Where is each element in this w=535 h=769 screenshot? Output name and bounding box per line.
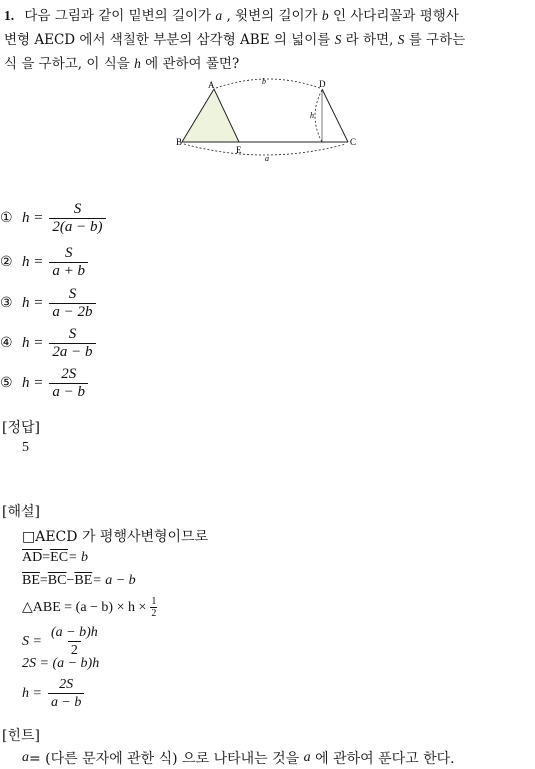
explanation-line-6: 2S = (a − b)h bbox=[22, 656, 100, 671]
side-dc bbox=[322, 89, 348, 142]
label-bottom-a: a bbox=[265, 154, 269, 163]
explanation-line-2: $\overline{AD}$ = $\overline{EC}$ = b bbox=[22, 550, 88, 565]
label-d: D bbox=[319, 79, 326, 89]
answer-value: 5 bbox=[22, 440, 29, 455]
height-arc bbox=[315, 90, 322, 142]
label-c: C bbox=[350, 137, 357, 147]
label-a: A bbox=[208, 80, 215, 90]
question-line-1: 1. 다음 그림과 같이 밑변의 길이가 a , 윗변의 길이가 b 인 사다리꼴과 평행사 bbox=[4, 8, 459, 24]
label-top-b: b bbox=[262, 77, 266, 86]
label-e: E bbox=[236, 145, 242, 155]
explanation-line-5: S = $\frac{(a - b)h}{2}$ bbox=[22, 625, 98, 658]
choice-2[interactable]: ② h = $\frac{S}{a + b}$ bbox=[0, 242, 88, 282]
explanation-label: [해설] bbox=[2, 504, 40, 520]
choice-4[interactable]: ④ h = $\frac{S}{2a - b}$ bbox=[0, 323, 96, 363]
explanation-line-1: □AECD 가 평행사변형이므로 bbox=[22, 529, 209, 545]
label-height-h: h bbox=[310, 111, 314, 120]
choice-1[interactable]: ① h = $\frac{S}{2(a - b)}$ bbox=[0, 198, 106, 238]
answer-label: [정답] bbox=[2, 420, 40, 436]
trapezoid-figure bbox=[172, 76, 362, 164]
choice-3[interactable]: ③ h = $\frac{S}{a - 2b}$ bbox=[0, 283, 96, 323]
triangle-abe bbox=[182, 89, 239, 142]
choice-5[interactable]: ⑤ h = $\frac{2S}{a - b}$ bbox=[0, 363, 88, 403]
question-text bbox=[4, 4, 532, 76]
question-number: 1. bbox=[4, 8, 15, 23]
question-line-3: 식 을 구하고, 이 식을 h 에 관하여 풀면? bbox=[4, 56, 240, 72]
explanation-line-3: $\overline{BE}$ = $\overline{BC}$ − $\overline{BE}$ = a − b bbox=[22, 573, 136, 588]
top-arc bbox=[216, 79, 320, 88]
question-line-2: 변형 AECD 에서 색칠한 부분의 삼각형 ABE 의 넓이를 S 라 하면, S 를 구하는 bbox=[4, 32, 466, 48]
hint-label: [힌트] bbox=[2, 728, 40, 744]
explanation-line-7: h = $\frac{2S}{a - b}$ bbox=[22, 676, 84, 711]
hint-text: a = (다른 문자에 관한 식) 으로 나타내는 것을 a 에 관하여 푼다고 한다. bbox=[22, 750, 455, 767]
label-b: B bbox=[176, 137, 183, 147]
explanation-line-4: △ABE = (a − b) × h × $\frac{1}{2}$ bbox=[22, 596, 157, 619]
